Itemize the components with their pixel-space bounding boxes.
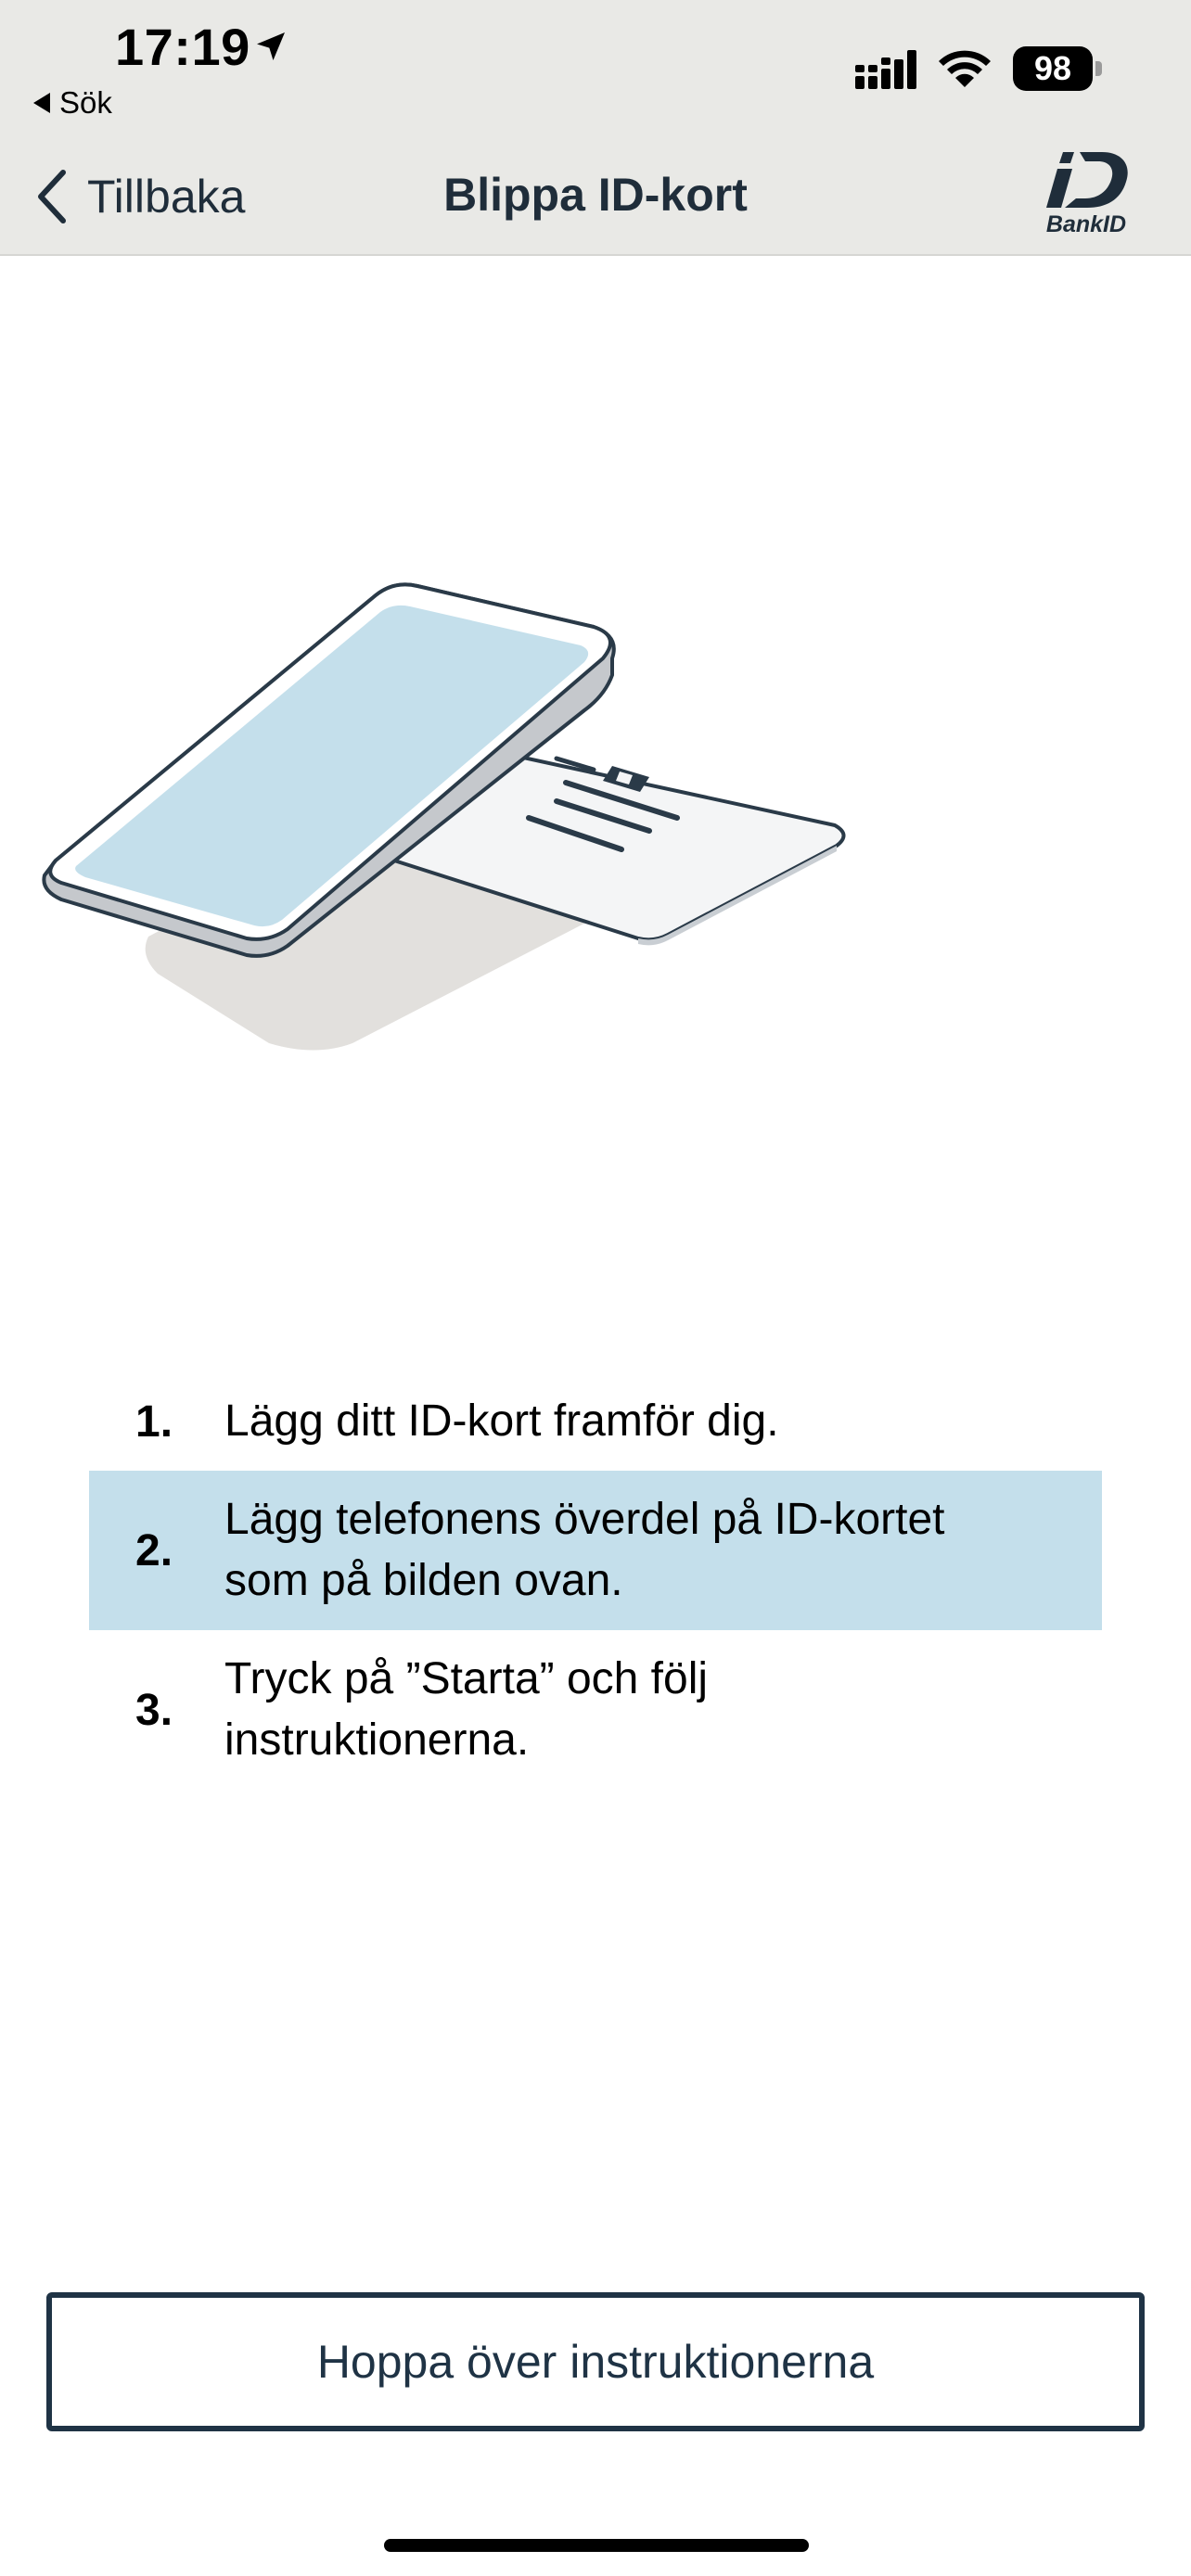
instruction-steps <box>89 1372 1102 1790</box>
navigation-bar <box>0 139 1191 256</box>
step-number: 1. <box>135 1396 173 1447</box>
step-text: Tryck på ”Starta” och följ instruktionerna. <box>224 1654 709 1765</box>
page-title: Blippa ID-kort <box>443 169 748 221</box>
step-text: Lägg telefonens överdel på ID-kortet som på bilden ovan. <box>224 1495 945 1605</box>
home-indicator[interactable] <box>384 2539 809 2552</box>
step-1 <box>89 1372 1102 1471</box>
back-to-search-link[interactable] <box>33 85 112 121</box>
status-time: 17:19 <box>115 18 250 76</box>
back-to-search-label: Sök <box>59 85 112 120</box>
status-bar <box>0 0 1191 139</box>
back-button-label: Tillbaka <box>87 171 246 223</box>
back-triangle-icon <box>33 93 50 113</box>
cellular-signal-icon <box>855 48 922 93</box>
bankid-logo-icon <box>1044 147 1130 213</box>
step-number: 2. <box>135 1525 173 1575</box>
step-2-highlighted <box>89 1471 1102 1630</box>
step-number: 3. <box>135 1685 173 1735</box>
bankid-logo <box>1037 147 1135 243</box>
wifi-icon <box>937 46 992 91</box>
step-3 <box>89 1630 1102 1790</box>
skip-instructions-button[interactable]: Hoppa över instruktionerna <box>46 2292 1145 2431</box>
battery-icon <box>1013 46 1104 91</box>
battery-level: 98 <box>1013 46 1093 91</box>
step-text: Lägg ditt ID-kort framför dig. <box>224 1396 779 1446</box>
phone-on-id-card-illustration <box>37 575 872 1057</box>
bankid-logo-text: BankID <box>1045 211 1127 237</box>
location-arrow-icon <box>252 28 289 65</box>
